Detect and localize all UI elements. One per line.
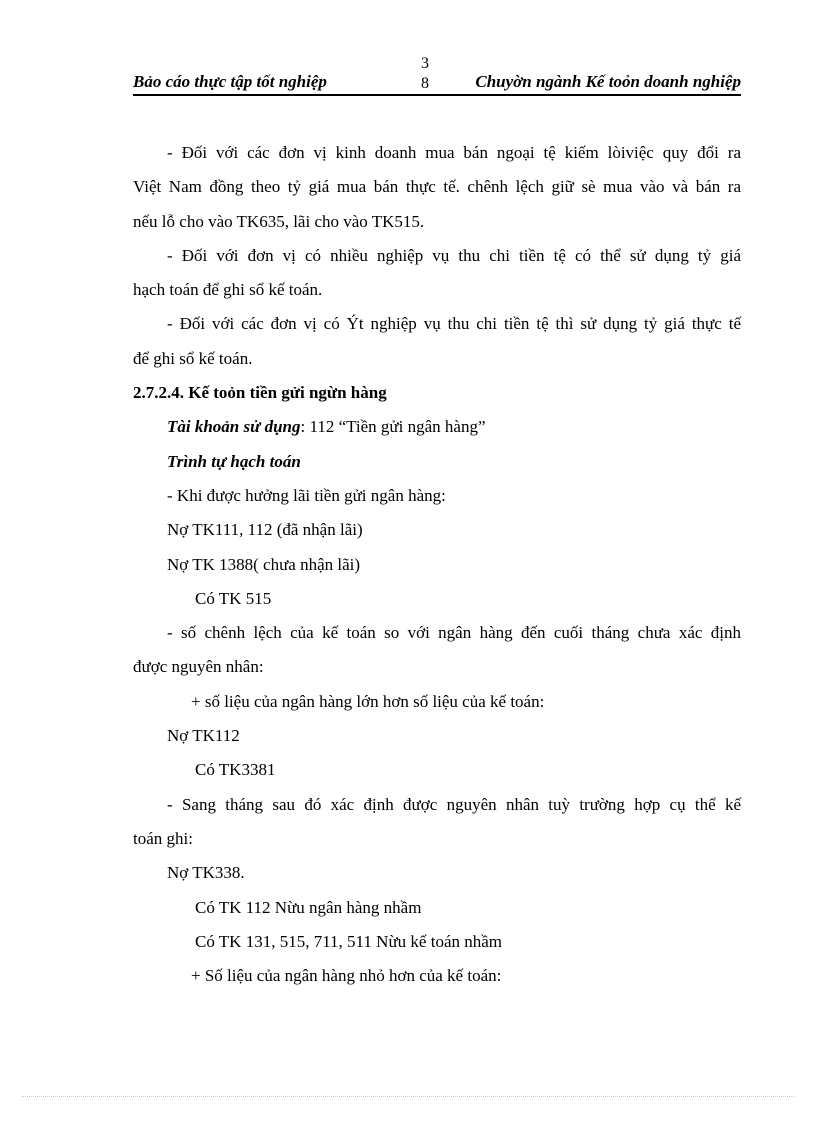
section-heading: 2.7.2.4. Kế toỏn tiền gửi ngừn hàng: [133, 383, 387, 403]
entry-line: Nợ TK 1388( chưa nhận lãi): [167, 554, 361, 574]
page-number-digit-2: 8: [421, 75, 429, 92]
paragraph-line: - Khi được hưởng lãi tiền gửi ngân hàng:: [167, 485, 446, 505]
paragraph-line: để ghi sổ kế toán.: [133, 348, 253, 368]
paragraph-line: + số liệu của ngân hàng lớn hơn số liệu của kế toán:: [191, 691, 545, 711]
paragraph-line: - Đối với các đơn vị có Ýt nghiệp vụ thu chi tiền tệ thì sử dụng tỷ giá thực tế: [167, 314, 741, 334]
paragraph-line: - Đối với đơn vị có nhiều nghiệp vụ thu chi tiền tệ có thể sử dụng tỷ giá: [167, 245, 741, 265]
entry-line: Nợ TK111, 112 (đã nhận lãi): [167, 520, 363, 540]
paragraph-line: - số chênh lệch của kế toán so với ngân hàng đến cuối tháng chưa xác định: [167, 623, 741, 643]
account-label: Tài khoản sử dụng: [167, 417, 301, 437]
paragraph-line: - Sang tháng sau đó xác định được nguyên nhân tuỳ trường hợp cụ thể kế: [167, 794, 741, 814]
paragraph-line: nếu lỗ cho vào TK635, lãi cho vào TK515.: [133, 211, 425, 231]
page-number-digit-1: 3: [421, 55, 429, 72]
account-value: : 112 “Tiền gửi ngân hàng”: [300, 417, 486, 437]
entry-line: Có TK 131, 515, 711, 511 Nừu kế toán nhầm: [195, 931, 503, 951]
paragraph-line: - Đối với các đơn vị kinh doanh mua bán ngoại tệ kiếm lòiviệc quy đổi ra: [167, 143, 741, 162]
header-right-title: Chuyờn ngành Kế toỏn doanh nghiệp: [475, 72, 741, 91]
header-page-number: [415, 54, 435, 94]
paragraph-line: + Số liệu của ngân hàng nhỏ hơn của kế toán:: [191, 966, 502, 986]
paragraph-line: toán ghi:: [133, 828, 193, 848]
header-rule: [133, 94, 741, 96]
entry-line: Có TK3381: [195, 760, 276, 780]
document-body: [133, 136, 741, 993]
page-header: [133, 52, 741, 96]
header-left-title: Bảo cáo thực tập tốt nghiệp: [133, 72, 327, 91]
account-line: [133, 410, 741, 444]
subheading: Trình tự hạch toán: [167, 451, 301, 471]
paragraph-line: được nguyên nhân:: [133, 657, 264, 677]
paragraph-line: Việt Nam đồng theo tỷ giá mua bán thực tế. chênh lệch giữ sè mua vào và bán ra: [133, 177, 741, 197]
entry-line: Nợ TK338.: [167, 863, 245, 883]
page-bottom-dotted-rule: [22, 1096, 794, 1097]
entry-line: Có TK 515: [195, 588, 272, 608]
entry-line: Có TK 112 Nừu ngân hàng nhầm: [195, 897, 422, 917]
paragraph-line: hạch toán để ghi sổ kế toán.: [133, 280, 323, 300]
entry-line: Nợ TK112: [167, 726, 240, 746]
